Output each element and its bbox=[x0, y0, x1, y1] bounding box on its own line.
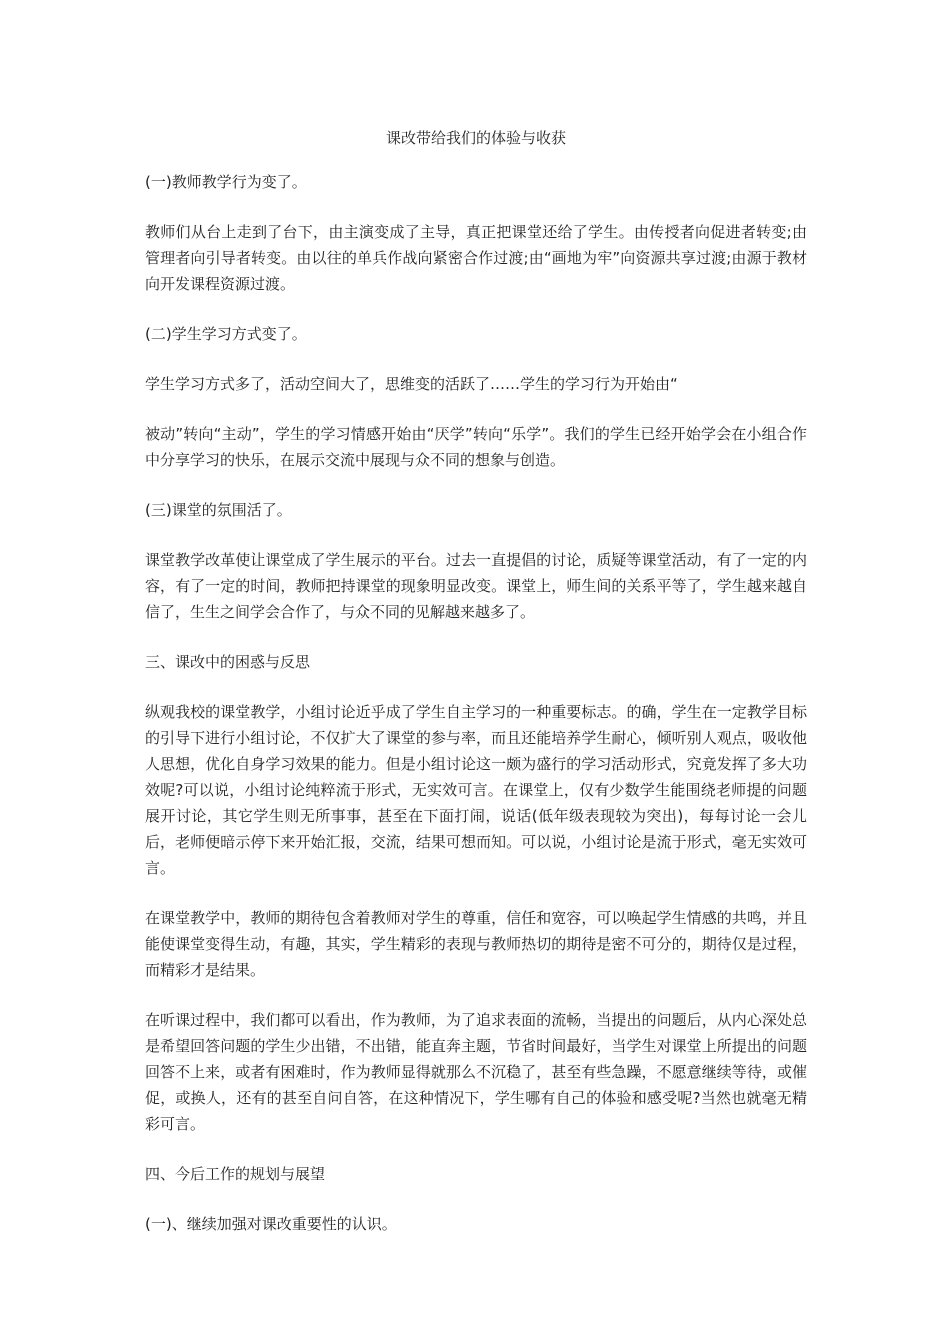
paragraph-lesson-observation: 在听课过程中，我们都可以看出，作为教师，为了追求表面的流畅，当提出的问题后，从内心深处总是希望回答问题的学生少出错，不出错，能直奔主题，节省时间最好，当学生对课堂上所提出的问题回答不上来，或者有困难时，作为教师显得就那么不沉稳了，甚至有些急躁，不愿意继续等待，或催促，或换人，还有的甚至自问自答，在这种情况下，学生哪有自己的体验和感受呢?当然也就毫无精彩可言。 bbox=[145, 1011, 807, 1133]
paragraph-student-learning-part2: 被动”转向“主动”，学生的学习情感开始由“厌学”转向“乐学”。我们的学生已经开始学会在小组合作中分享学习的快乐，在展示交流中展现与众不同的想象与创造。 bbox=[145, 425, 807, 469]
paragraph-teacher-expectation: 在课堂教学中，教师的期待包含着教师对学生的尊重，信任和宽容，可以唤起学生情感的共鸣，并且能使课堂变得生动，有趣，其实，学生精彩的表现与教师热切的期待是密不可分的，期待仅是过程，而精彩才是结果。 bbox=[145, 909, 807, 979]
document-body bbox=[145, 125, 807, 1261]
section-heading-student-learning: (二)学生学习方式变了。 bbox=[145, 325, 307, 343]
paragraph-teacher-behavior: 教师们从台上走到了台下，由主演变成了主导，真正把课堂还给了学生。由传授者向促进者转变;由管理者向引导者转变。由以往的单兵作战向紧密合作过渡;由“画地为牢”向资源共享过渡;由源于教材向开发课程资源过渡。 bbox=[145, 223, 807, 293]
document-title: 课改带给我们的体验与收获 bbox=[385, 129, 566, 147]
section-heading-classroom-atmosphere: (三)课堂的氛围活了。 bbox=[145, 501, 292, 519]
section-heading-teacher-behavior: (一)教师教学行为变了。 bbox=[145, 173, 307, 191]
section-heading-future-plans: 四、今后工作的规划与展望 bbox=[145, 1165, 326, 1183]
paragraph-student-learning-part1: 学生学习方式多了，活动空间大了，思维变的活跃了……学生的学习行为开始由“ bbox=[145, 375, 678, 393]
section-heading-reform-importance: (一)、继续加强对课改重要性的认识。 bbox=[145, 1215, 397, 1233]
section-heading-confusion-reflection: 三、课改中的困惑与反思 bbox=[145, 653, 311, 671]
paragraph-classroom-atmosphere: 课堂教学改革使让课堂成了学生展示的平台。过去一直提倡的讨论，质疑等课堂活动，有了一定的内容，有了一定的时间，教师把持课堂的现象明显改变。课堂上，师生间的关系平等了，学生越来越自信了，生生之间学会合作了，与众不同的见解越来越多了。 bbox=[145, 551, 807, 621]
paragraph-group-discussion: 纵观我校的课堂教学，小组讨论近乎成了学生自主学习的一种重要标志。的确，学生在一定教学目标的引导下进行小组讨论，不仅扩大了课堂的参与率，而且还能培养学生耐心，倾听别人观点，吸收他人思想，优化自身学习效果的能力。但是小组讨论这一颇为盛行的学习活动形式，究竟发挥了多大功效呢?可以说，小组讨论纯粹流于形式，无实效可言。在课堂上，仅有少数学生能围绕老师提的问题展开讨论，其它学生则无所事事，甚至在下面打闹，说话(低年级表现较为突出)，每每讨论一会儿后，老师便暗示停下来开始汇报，交流，结果可想而知。可以说，小组讨论是流于形式，毫无实效可言。 bbox=[145, 703, 807, 877]
